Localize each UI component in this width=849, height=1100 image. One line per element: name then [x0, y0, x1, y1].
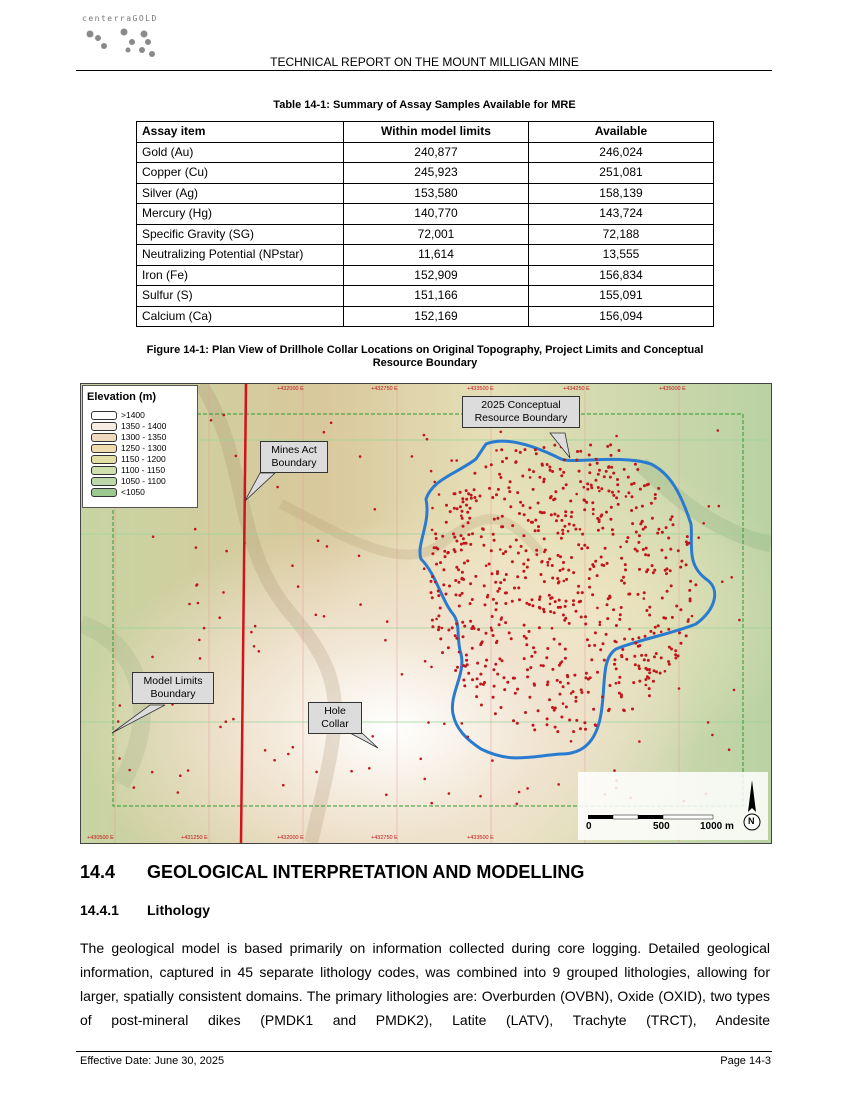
assay-table [136, 121, 714, 327]
easting-label: +433500 E [467, 386, 494, 392]
table-cell: Specific Gravity (SG) [137, 224, 344, 245]
table-row [137, 163, 714, 184]
table-cell: Calcium (Ca) [137, 306, 344, 327]
legend-label: >1400 [121, 410, 145, 420]
table-row [137, 286, 714, 307]
table-cell: 240,877 [344, 142, 529, 163]
hole-collar-callout: Hole Collar [308, 702, 362, 734]
easting-label: +432000 E [277, 386, 304, 392]
table-row [137, 265, 714, 286]
table-cell: 151,166 [344, 286, 529, 307]
scale-label: 0 [586, 821, 592, 832]
legend-label: 1350 - 1400 [121, 421, 167, 431]
legend-label: <1050 [121, 487, 145, 497]
easting-label: +432750 E [371, 386, 398, 392]
header-divider [76, 70, 772, 71]
table-header-row [137, 122, 714, 143]
table-row [137, 204, 714, 225]
mines-act-callout: Mines Act Boundary [260, 441, 328, 473]
table-row [137, 245, 714, 266]
table-cell: 140,770 [344, 204, 529, 225]
legend-label: 1100 - 1150 [121, 465, 166, 475]
table-cell: Sulfur (S) [137, 286, 344, 307]
figure-caption-line: Resource Boundary [372, 357, 478, 369]
logo-text: centerraGOLD [82, 14, 158, 23]
table-row [137, 183, 714, 204]
figure-caption [90, 344, 760, 370]
table-cell: 152,169 [344, 306, 529, 327]
report-header-title: TECHNICAL REPORT ON THE MOUNT MILLIGAN MINE [270, 55, 579, 69]
table-cell: 251,081 [529, 163, 714, 184]
easting-label: +435000 E [659, 386, 686, 392]
column-header: Available [529, 122, 714, 143]
north-label: N [748, 816, 755, 826]
section-title: GEOLOGICAL INTERPRETATION AND MODELLING [147, 862, 585, 882]
table-cell: 11,614 [344, 245, 529, 266]
table-cell: 246,024 [529, 142, 714, 163]
scale-bar-graphic [578, 772, 768, 840]
table-cell: 155,091 [529, 286, 714, 307]
callout-leader [245, 473, 275, 501]
table-cell: 143,724 [529, 204, 714, 225]
table-row [137, 224, 714, 245]
easting-label: +432000 E [277, 835, 304, 841]
table-cell: Copper (Cu) [137, 163, 344, 184]
table-cell: 72,001 [344, 224, 529, 245]
easting-label: +430500 E [87, 835, 114, 841]
legend-label: 1250 - 1300 [121, 443, 167, 453]
table-cell: 156,834 [529, 265, 714, 286]
scale-label: 1000 m [700, 821, 734, 832]
table-row [137, 142, 714, 163]
legend-label: 1300 - 1350 [121, 432, 167, 442]
model-limits-callout: Model Limits Boundary [132, 672, 214, 704]
table-cell: Neutralizing Potential (NPstar) [137, 245, 344, 266]
figure-caption-line: Figure 14-1: Plan View of Drillhole Collar Locations on Original Topography, Project Limits and Conceptual [146, 344, 704, 356]
table-caption: Table 14-1: Summary of Assay Samples Available for MRE [273, 99, 576, 111]
callout-leader [112, 705, 165, 733]
page-number: Page 14-3 [720, 1055, 771, 1067]
legend-title: Elevation (m) [87, 391, 157, 403]
table-cell: 158,139 [529, 183, 714, 204]
table-cell: Silver (Ag) [137, 183, 344, 204]
scale-bar [578, 772, 768, 840]
easting-label: +433500 E [467, 835, 494, 841]
conceptual-boundary-callout: 2025 Conceptual Resource Boundary [462, 396, 580, 428]
table-row [137, 306, 714, 327]
callout-leader [550, 433, 570, 458]
legend-label: 1050 - 1100 [121, 476, 166, 486]
table-cell: Gold (Au) [137, 142, 344, 163]
legend-label: 1150 - 1200 [121, 454, 166, 464]
column-header: Within model limits [344, 122, 529, 143]
subsection-title: Lithology [147, 902, 210, 918]
easting-label: +432750 E [371, 835, 398, 841]
easting-label: +434250 E [563, 386, 590, 392]
table-cell: 153,580 [344, 183, 529, 204]
easting-label: +431250 E [181, 835, 208, 841]
footer-divider [76, 1051, 772, 1052]
column-header: Assay item [137, 122, 344, 143]
body-paragraph: The geological model is based primarily on information collected during core logging. Detailed geological information, captured in 45 separate lithology codes, was combined into 9 grouped lithologies, allowing for larger, spatially consistent domains. The primary lithologies are: Overburden (OVBN), Oxide (OXID), two types of post-mineral dikes (PMDK1 and PMDK2), Latite (LATV), Trachyte (TRCT), Andesite [80, 940, 770, 1028]
effective-date: Effective Date: June 30, 2025 [80, 1055, 225, 1067]
scale-label: 500 [653, 821, 670, 832]
table-cell: 245,923 [344, 163, 529, 184]
table-cell: 13,555 [529, 245, 714, 266]
section-number: 14.4 [80, 862, 116, 882]
subsection-number: 14.4.1 [80, 902, 119, 918]
table-cell: Mercury (Hg) [137, 204, 344, 225]
table-cell: 156,094 [529, 306, 714, 327]
callout-leader [350, 733, 378, 748]
table-cell: Iron (Fe) [137, 265, 344, 286]
table-cell: 152,909 [344, 265, 529, 286]
table-cell: 72,188 [529, 224, 714, 245]
